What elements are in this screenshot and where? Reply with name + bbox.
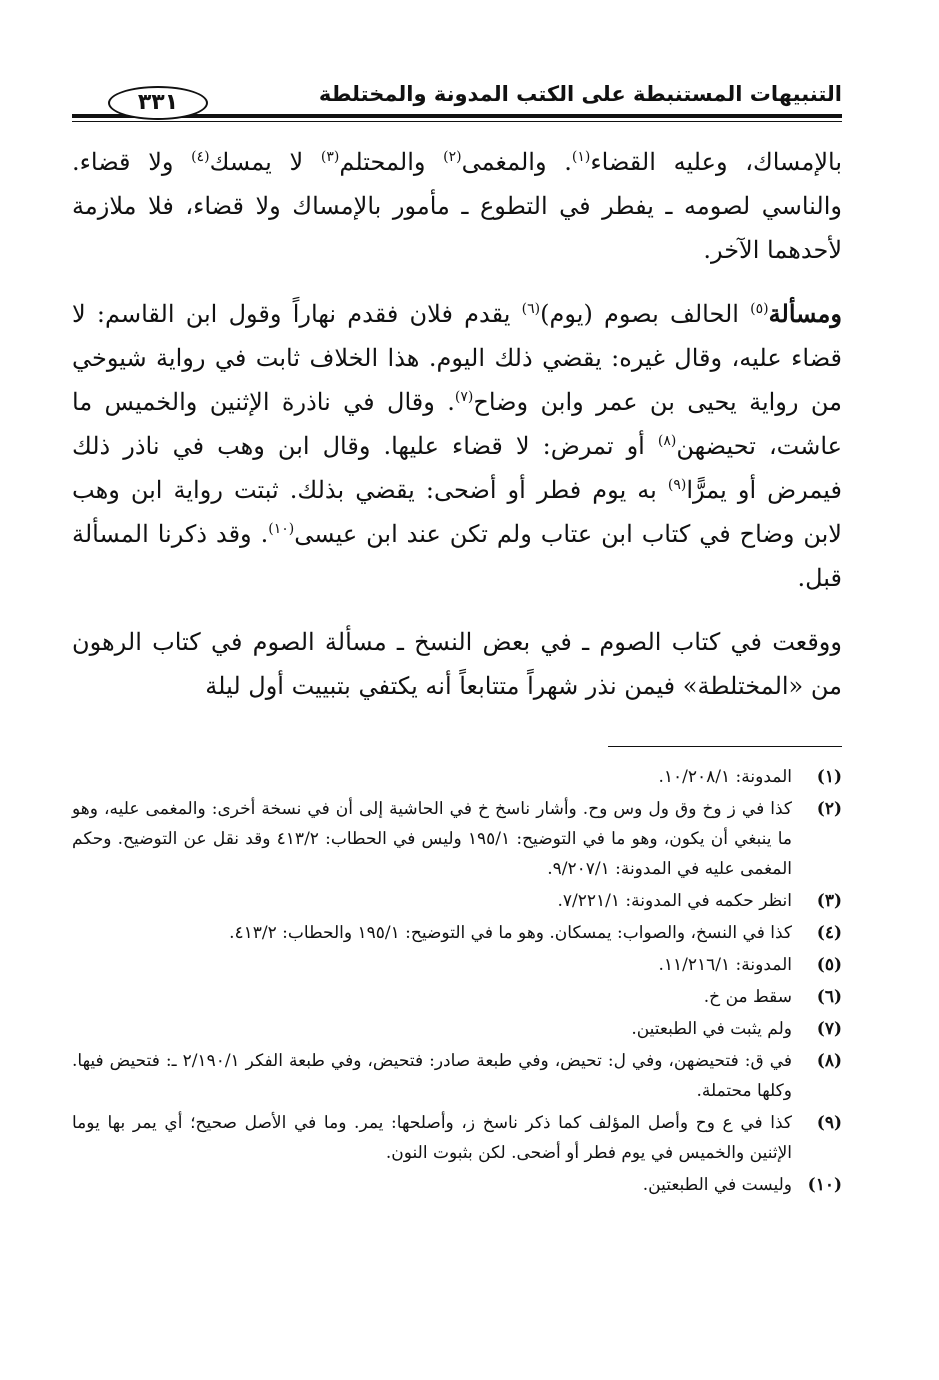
text-run: لا يمسك bbox=[209, 148, 321, 176]
text-run: يقدم فلان فقدم نهاراً وقول ابن القاسم: لا قضاء عليه، وقال غيره: يقضي ذلك اليوم. هذا الخلاف ثابت في رواية شيوخي من رواية يحيى بن عمر وابن وضاح bbox=[72, 300, 842, 416]
footnote-text: ولم يثبت في الطبعتين. bbox=[631, 1019, 792, 1039]
footnote-ref: (٦) bbox=[521, 301, 541, 317]
footnote-text: كذا في ع وح وأصل المؤلف كما ذكر ناسخ ز، وأصلحها: يمر. وما في الأصل صحيح؛ أي يمر بها يوما الإثنين والخميس في يوم فطر أو أضحى. لكن بثبوت النون. bbox=[72, 1113, 792, 1163]
text-run: الحالف بصوم (يوم) bbox=[540, 300, 751, 328]
text-run: والمحتلم bbox=[339, 148, 444, 176]
footnote-ref: (٥) bbox=[750, 301, 769, 317]
footnote bbox=[72, 1014, 842, 1044]
footnote bbox=[72, 982, 842, 1012]
footnote bbox=[72, 918, 842, 948]
footnote-number: (١٠) bbox=[807, 1175, 842, 1195]
footnote-number: (٥) bbox=[816, 955, 842, 975]
footnote-text: المدونة: ١٠/٢٠٨/١. bbox=[658, 767, 792, 787]
footnote bbox=[72, 1046, 842, 1106]
paragraph-2 bbox=[72, 292, 842, 600]
footnote-ref: (٢) bbox=[443, 149, 462, 165]
issue-heading: ومسألة bbox=[768, 299, 842, 328]
footnote-text: في ق: فتحيضهن، وفي ل: تحيض، وفي طبعة صادر: فتحيض، وفي طبعة الفكر ٢/١٩٠/١ ـ: فتحيض فيها. وكلها محتملة. bbox=[72, 1051, 792, 1101]
footnote bbox=[72, 794, 842, 884]
footnote bbox=[72, 1108, 842, 1168]
footnote-ref: (٤) bbox=[191, 149, 210, 165]
footnote-ref: (٧) bbox=[454, 389, 474, 405]
footnote-ref: (٩) bbox=[667, 477, 687, 493]
footnote-text: سقط من خ. bbox=[703, 987, 792, 1007]
footnote-text: كذا في النسخ، والصواب: يمسكان. وهو ما في التوضيح: ١٩٥/١ والحطاب: ٤١٣/٢. bbox=[229, 923, 792, 943]
footnote-number: (٣) bbox=[816, 891, 842, 911]
paragraph-3: ووقعت في كتاب الصوم ـ في بعض النسخ ـ مسألة الصوم في كتاب الرهون من «المختلطة» فيمن نذر شهراً متتابعاً أنه يكتفي بتبييت أول ليلة bbox=[72, 628, 842, 700]
footnote-ref: (٣) bbox=[320, 149, 340, 165]
footnote bbox=[72, 950, 842, 980]
footnote-number: (٤) bbox=[816, 923, 842, 943]
footnote-number: (٩) bbox=[816, 1113, 842, 1133]
footnote bbox=[72, 886, 842, 916]
page-header bbox=[72, 78, 842, 134]
text-run: . وقال في ناذرة الإثنين والخميس ما عاشت، تحيضهن bbox=[72, 388, 842, 460]
footnotes bbox=[72, 760, 842, 1202]
text-run: به يوم فطر أو أضحى: يقضي بذلك. ثبتت رواية ابن وهب لابن وضاح في كتاب ابن عتاب ولم تكن عند ابن عيسى bbox=[72, 476, 842, 548]
paragraph-1 bbox=[72, 140, 842, 272]
footnote-number: (٢) bbox=[816, 799, 842, 819]
text-run: أو تمرض: لا قضاء عليها. وقال ابن وهب في ناذر ذلك فيمرض أو يمرًّا bbox=[72, 432, 843, 504]
footnote-number: (٧) bbox=[816, 1019, 842, 1039]
footnote-separator bbox=[608, 746, 842, 747]
text-run: . والمغمى bbox=[461, 148, 572, 176]
footnote bbox=[72, 1170, 842, 1200]
text-run: بالإمساك، وعليه القضاء bbox=[590, 148, 843, 176]
page-number: ٣٣١ bbox=[108, 86, 208, 120]
footnote-text: وليست في الطبعتين. bbox=[642, 1175, 792, 1195]
footnote-ref: (١٠) bbox=[268, 521, 295, 537]
footnote-text: المدونة: ١١/٢١٦/١. bbox=[658, 955, 792, 975]
text-run: ولا قضاء. والناسي لصومه ـ يفطر في التطوع ـ مأمور بالإمساك ولا قضاء، فلا ملازمة لأحدهما الآخر. bbox=[72, 148, 842, 264]
footnote-number: (١) bbox=[816, 767, 842, 787]
text-run: . وقد ذكرنا المسألة قبل. bbox=[72, 520, 842, 592]
header-rule-thin bbox=[72, 121, 842, 122]
footnote-text: انظر حكمه في المدونة: ٧/٢٢١/١. bbox=[557, 891, 792, 911]
running-title: التنبيهات المستنبطة على الكتب المدونة والمختلطة bbox=[318, 82, 842, 106]
footnote bbox=[72, 762, 842, 792]
footnote-text: كذا في ز وخ وق ول وس وح. وأشار ناسخ خ في الحاشية إلى أن في نسخة أخرى: والمغمى عليه، وهو ما ينبغي أن يكون، وهو ما في التوضيح: ١٩٥/١ وليس في الحطاب: ٤١٣/٢ وقد نقل عن التوضيح. وحكم المغمى عليه في المدونة: ٩/٢٠٧/١. bbox=[72, 799, 793, 879]
footnote-ref: (١) bbox=[571, 149, 591, 165]
footnote-number: (٦) bbox=[816, 987, 842, 1007]
main-text bbox=[72, 140, 842, 708]
footnote-number: (٨) bbox=[816, 1051, 842, 1071]
footnote-ref: (٨) bbox=[657, 433, 677, 449]
